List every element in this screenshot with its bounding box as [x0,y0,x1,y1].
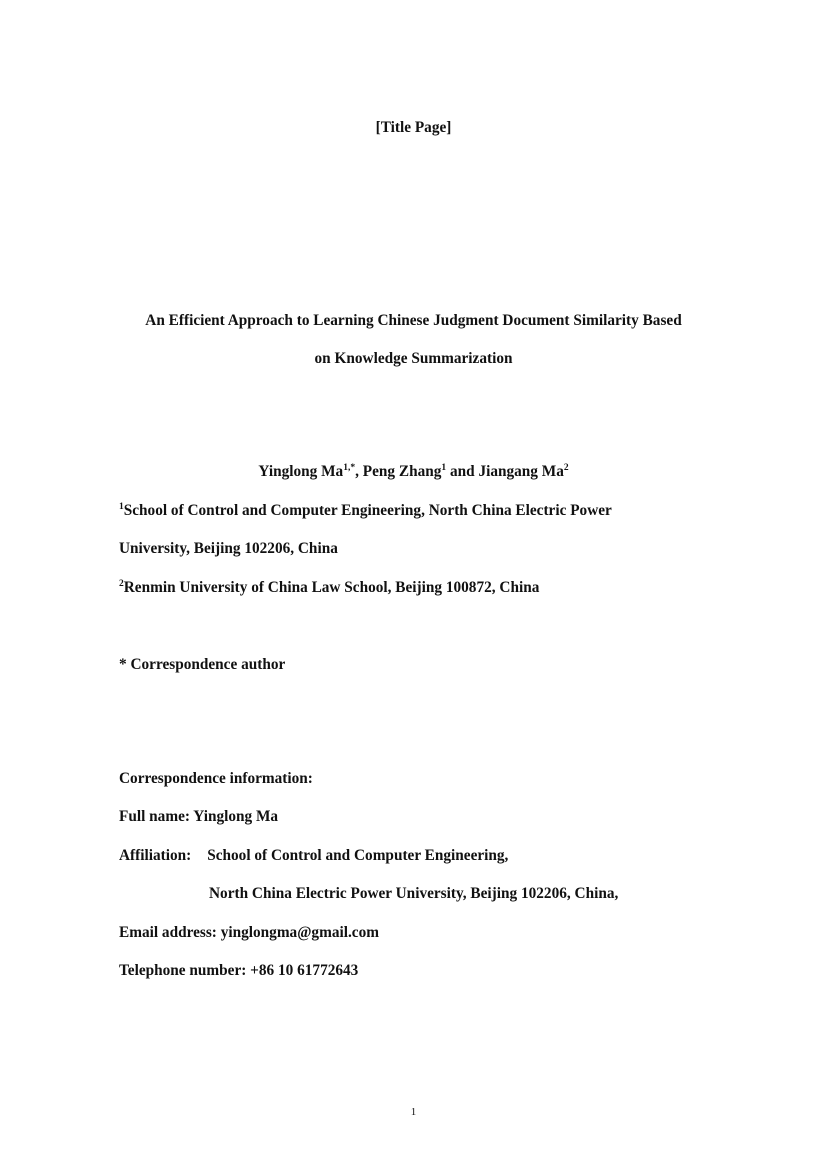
author-name: Yinglong Ma [258,463,344,480]
author-separator: , [355,463,363,480]
paper-title-line-2: on Knowledge Summarization [314,350,513,367]
correspondence-affiliation [119,846,508,866]
author-name: Jiangang Ma [478,463,564,480]
correspondence-heading: Correspondence information: [119,770,313,787]
correspondence-telephone: Telephone number: +86 10 61772643 [119,962,359,979]
author-list [0,462,827,482]
title-page-label: [Title Page] [375,119,452,136]
affiliation-text: Renmin University of China Law School, Beijing 100872, China [123,579,540,596]
correspondence-email: Email address: yinglongma@gmail.com [119,924,379,941]
correspondence-full-name: Full name: Yinglong Ma [119,808,279,825]
affiliation-1-continued: University, Beijing 102206, China [119,540,338,557]
correspondence-note: * Correspondence author [119,656,286,673]
affiliation-text: School of Control and Computer Engineering, North China Electric Power [123,502,612,519]
affiliation-line-1: School of Control and Computer Engineering, [207,847,509,864]
affiliation-mark: 2 [119,579,124,589]
affiliation-label: Affiliation: [119,847,192,864]
affiliation-1 [119,501,612,521]
paper-title-line-1: An Efficient Approach to Learning Chinese Judgment Document Similarity Based [145,312,682,329]
correspondence-affiliation-line-2: North China Electric Power University, Beijing 102206, China, [209,885,619,902]
author-name: Peng Zhang [362,463,442,480]
affiliation-mark: 1 [119,502,124,512]
affiliation-2 [119,578,539,598]
author-affiliation-mark: 1 [441,463,447,473]
author-separator: and [446,463,479,480]
author-affiliation-mark: 2 [563,463,569,473]
author-affiliation-mark: 1,* [343,463,356,473]
page-number: 1 [410,1106,417,1118]
